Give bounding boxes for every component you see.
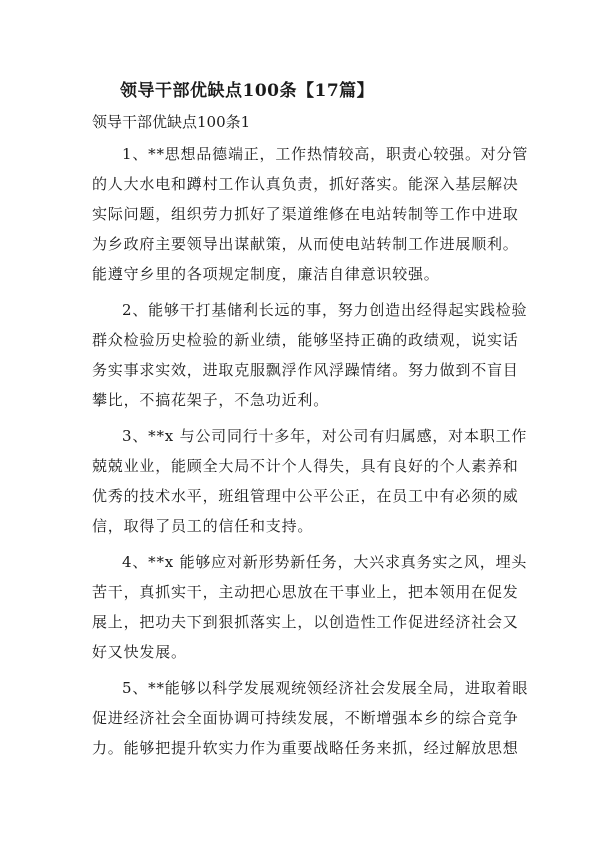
paragraph-line: 1、**思想品德端正，工作热情较高，职责心较强。对分管 [122,145,529,163]
paragraph-line: 攀比，不搞花架子，不急功近利。 [92,391,330,409]
paragraph-line: 4、**x 能够应对新形势新任务，大兴求真务实之风，埋头 [122,553,528,571]
paragraph-line: 信，取得了员工的信任和支持。 [92,517,314,535]
paragraph-line: 为乡政府主要领导出谋献策，从而使电站转制工作进展顺利。 [92,235,519,253]
document-body [92,139,529,769]
paragraph-line: 能遵守乡里的各项规定制度，廉洁自律意识较强。 [92,265,440,283]
paragraph-line: 群众检验历史检验的新业绩，能够坚持正确的政绩观，说实话 [92,331,519,349]
paragraph-line: 促进经济社会全面协调可持续发展，不断增强本乡的综合竞争 [92,709,519,727]
paragraph-4 [92,547,528,667]
paragraph-line: 务实事求实效，进取克服飘浮作风浮躁情绪。努力做到不盲目 [92,361,519,379]
paragraph-line: 3、**x 与公司同行十多年，对公司有归属感，对本职工作 [122,427,528,445]
paragraph-line: 力。能够把提升软实力作为重要战略任务来抓，经过解放思想 [92,739,519,757]
paragraph-1 [92,139,529,289]
paragraph-line: 实际问题，组织劳力抓好了渠道维修在电站转制等工作中进取 [92,205,519,223]
paragraph-line: 好又快发展。 [92,643,187,661]
paragraph-2 [92,295,528,415]
document-title: 领导干部优缺点100条【17篇】 [120,81,375,101]
paragraph-line: 展上，把功夫下到狠抓落实上，以创造性工作促进经济社会又 [92,613,519,631]
paragraph-line: 的人大水电和蹲村工作认真负责，抓好落实。能深入基层解决 [92,175,519,193]
paragraph-line: 2、能够干打基储利长远的事，努力创造出经得起实践检验 [122,301,528,319]
paragraph-3 [92,421,528,541]
paragraph-line: 5、**能够以科学发展观统领经济社会发展全局，进取着眼 [122,679,529,697]
paragraph-line: 优秀的技术水平，班组管理中公平公正，在员工中有必须的威 [92,487,519,505]
paragraph-line: 兢兢业业，能顾全大局不计个人得失，具有良好的个人素养和 [92,457,519,475]
document-subtitle: 领导干部优缺点100条1 [92,113,251,131]
paragraph-5 [92,673,529,763]
paragraph-line: 苦干，真抓实干，主动把心思放在干事业上，把本领用在促发 [92,583,519,601]
